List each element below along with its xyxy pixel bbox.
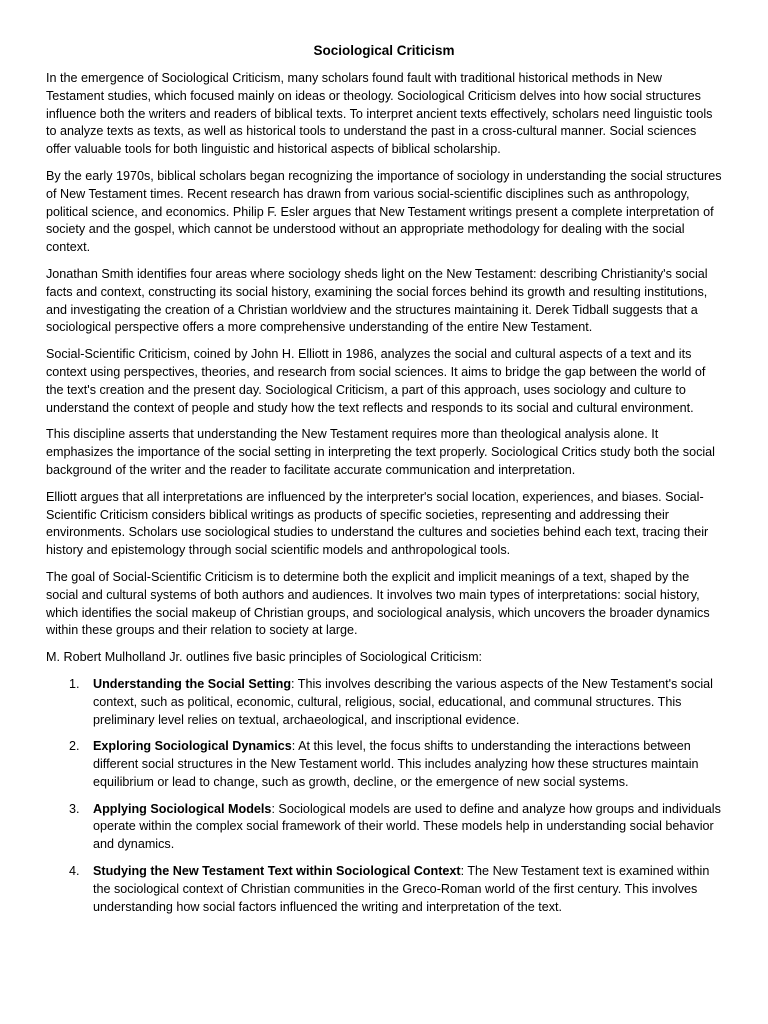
paragraph: Jonathan Smith identifies four areas where sociology sheds light on the New Testament: describing Christianity's social facts and context, constructing its social history, examining the social forces behind its growth and resulting institutions, and investigating the creation of a Christian worldview and the structures maintaining it. Derek Tidball suggests that a sociological perspective offers a more comprehensive understanding of the entire New Testament. [46, 266, 708, 335]
list-item-title: Understanding the Social Setting [93, 676, 292, 691]
principles-list [46, 676, 722, 917]
list-item-title: Applying Sociological Models [93, 801, 272, 816]
list-item [46, 676, 722, 729]
list-item-number: 1. [69, 676, 80, 691]
list-item [46, 801, 722, 854]
list-item [46, 863, 722, 916]
paragraph: By the early 1970s, biblical scholars began recognizing the importance of sociology in understanding the social structures of New Testament times. Recent research has drawn from various social-scientific disciplines such as anthropology, political science, and economics. Philip F. Esler argues that New Testament writings present a complete interpretation of society and the gospel, which cannot be understood without an appropriate methodology for dealing with the social context. [46, 168, 722, 255]
list-item-text: : The New Testament text is examined within the sociological context of Christian communities in the Greco-Roman world of the first century. This involves understanding how social factors influenced the writing and interpretation of the text. [93, 864, 710, 914]
paragraph: In the emergence of Sociological Criticism, many scholars found fault with traditional historical methods in New Testament studies, which focused mainly on ideas or theology. Sociological Criticism delves into how social structures influence both the writers and readers of biblical texts. To interpret ancient texts effectively, scholars need linguistic tools to analyze texts as texts, as well as historical tools to understand the past in a cross-cultural manner. Social sciences offer valuable tools for both linguistic and historical aspects of biblical scholarship. [46, 71, 713, 157]
list-item-number: 4. [69, 864, 80, 879]
list-item-text: : At this level, the focus shifts to understanding the interactions between different social structures in the New Testament world. This includes analyzing how these structures maintain equilibrium or lead to change, such as growth, decline, or the emergence of new social systems. [93, 739, 699, 789]
principles-intro: M. Robert Mulholland Jr. outlines five basic principles of Sociological Criticism: [46, 650, 483, 665]
list-item-text: : Sociological models are used to define and analyze how groups and individuals operate within the complex social framework of their world. These models help in understanding social behavior and dynamics. [93, 801, 721, 852]
list-item-title: Studying the New Testament Text within Sociological Context [93, 864, 461, 879]
paragraph: This discipline asserts that understanding the New Testament requires more than theological analysis alone. It emphasizes the importance of the social setting in interpreting the text properly. Sociological Critics study both the social background of the writer and the reader to facilitate accurate communication and interpretation. [46, 427, 715, 477]
paragraph: Social-Scientific Criticism, coined by John H. Elliott in 1986, analyzes the social and cultural aspects of a text and its context using perspectives, theories, and research from social sciences. It aims to bridge the gap between the world of the text's creation and the present day. Sociological Criticism, a part of this approach, uses sociology and culture to understand the context of people and study how the text reflects and responds to its social and cultural environment. [46, 347, 706, 415]
list-item [46, 738, 722, 791]
list-item-number: 3. [69, 801, 80, 816]
paragraph: The goal of Social-Scientific Criticism is to determine both the explicit and implicit meanings of a text, shaped by the social and cultural systems of both authors and audiences. It involves two main types of interpretations: social history, which identifies the social makeup of Christian groups, and sociological analysis, which uncovers the broader dynamics within these groups and their relation to society at large. [46, 569, 710, 638]
list-item-number: 2. [69, 739, 80, 754]
paragraph: Elliott argues that all interpretations are influenced by the interpreter's social location, experiences, and biases. Social-Scientific Criticism considers biblical writings as products of specific societies, representing and addressing their environments. Scholars use sociological studies to understand the cultures and societies behind each text, tracing their history and epistemology through social scientific models and anthropological tools. [46, 489, 709, 558]
document-title: Sociological Criticism [313, 43, 455, 58]
list-item-text: : This involves describing the various aspects of the New Testament's social context, such as political, economic, cultural, religious, social, educational, and communal structures. This preliminary level relies on textual, archaeological, and inscriptional evidence. [93, 676, 713, 727]
list-item-title: Exploring Sociological Dynamics [93, 739, 292, 754]
